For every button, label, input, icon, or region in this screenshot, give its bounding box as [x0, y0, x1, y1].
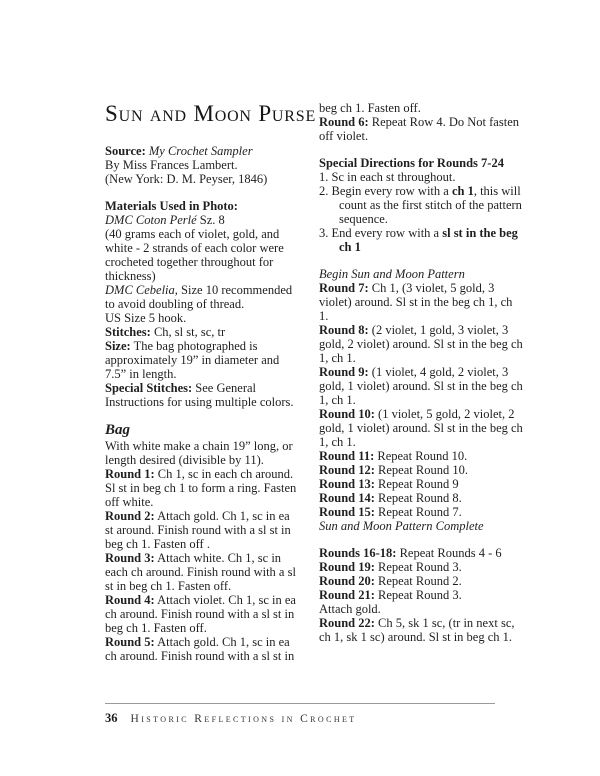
paragraph [319, 574, 524, 588]
text-run: (1 violet, 4 gold, 2 violet, 3 gold, 1 violet) around. Sl st in the beg ch 1, ch 1. [319, 365, 523, 407]
text-run: Round 9: [319, 365, 369, 379]
text-run: Attach gold. [319, 602, 381, 616]
page-title: Sun and Moon Purse [105, 101, 317, 126]
text-run: Ch, sl st, sc, tr [150, 325, 226, 339]
text-run: Repeat Round 10. [374, 463, 468, 477]
text-run: ch 1 [451, 184, 474, 198]
paragraph [319, 365, 524, 407]
paragraph [105, 158, 300, 172]
paragraph [105, 283, 300, 311]
text-run: Repeat Round 9 [374, 477, 459, 491]
text-run: Special Stitches: [105, 381, 193, 395]
text-run: Size 10 recommended to avoid doubling of thread. [105, 283, 293, 311]
text-run: Round 10: [319, 407, 375, 421]
section-heading [105, 422, 300, 439]
text-run: Sz. 8 [196, 213, 225, 227]
text-run: Round 3: [105, 551, 155, 565]
text-run: Round 11: [319, 449, 375, 463]
text-run: 2. Begin every row with a [319, 184, 452, 198]
text-run: Ch 1, (3 violet, 5 gold, 3 violet) around. Sl st in the beg ch 1, ch 1. [319, 281, 513, 323]
text-run: Ch 1, sc in each ch around. Sl st in beg ch 1 to form a ring. Fasten off white. [105, 467, 297, 509]
paragraph [105, 339, 300, 381]
text-run: Stitches: [105, 325, 151, 339]
text-run: DMC Coton Perlé [105, 213, 197, 227]
text-run: Round 12: [319, 463, 375, 477]
text-run: , this will count as the first stitch of the pattern sequence. [339, 184, 522, 226]
text-run: DMC Cebelia, [105, 283, 178, 297]
page-footer [105, 709, 357, 727]
text-run: 1. Sc in each st throughout. [319, 170, 456, 184]
text-run: Attach white. Ch 1, sc in each ch around. Finish round with a sl st in beg ch 1. Fasten off. [105, 551, 296, 593]
text-run: Repeat Round 8. [374, 491, 462, 505]
text-run: Round 22: [319, 616, 375, 630]
left-column [105, 101, 317, 663]
right-column [319, 101, 524, 644]
text-run: US Size 5 hook. [105, 311, 187, 325]
text-run: Attach gold. Ch 1, sc in ea ch around. Finish round with a sl st in [105, 635, 295, 663]
paragraph [319, 115, 524, 143]
paragraph [319, 267, 524, 281]
page-number: 36 [105, 711, 118, 725]
list-item [319, 170, 524, 184]
text-run: Round 5: [105, 635, 155, 649]
footer-rule [105, 703, 495, 704]
paragraph [319, 546, 524, 560]
book-title: Historic Reflections in Crochet [130, 713, 357, 725]
text-run: Bag [105, 422, 131, 438]
paragraph [105, 509, 300, 551]
paragraph [319, 505, 524, 519]
text-run: Repeat Row 4. Do Not fasten off violet. [319, 115, 519, 143]
text-run: Round 6: [319, 115, 369, 129]
paragraph [319, 477, 524, 491]
paragraph [105, 311, 300, 325]
text-run: Round 4: [105, 593, 155, 607]
text-run: Round 8: [319, 323, 369, 337]
paragraph [319, 323, 524, 365]
paragraph [105, 199, 300, 213]
text-run: Size: [105, 339, 131, 353]
text-run: Source: [105, 144, 149, 158]
text-run: Repeat Round 2. [374, 574, 462, 588]
text-run: Round 13: [319, 477, 375, 491]
paragraph [319, 449, 524, 463]
text-run: sl st in the beg ch 1 [339, 226, 518, 254]
text-run: Round 20: [319, 574, 375, 588]
text-run: Begin Sun and Moon Pattern [319, 267, 465, 281]
paragraph [105, 593, 300, 635]
paragraph [319, 602, 524, 616]
paragraph [105, 635, 300, 663]
text-run: Round 19: [319, 560, 375, 574]
text-run: (New York: D. M. Peyser, 1846) [105, 172, 268, 186]
paragraph [319, 407, 524, 449]
paragraph [105, 227, 300, 283]
text-run: By Miss Frances Lambert. [105, 158, 238, 172]
text-run: beg ch 1. Fasten off. [319, 101, 421, 115]
text-run: Attach gold. Ch 1, sc in ea st around. Finish round with a sl st in beg ch 1. Fasten off . [105, 509, 291, 551]
text-run: Round 1: [105, 467, 155, 481]
paragraph [319, 491, 524, 505]
text-run: See General Instructions for using multiple colors. [105, 381, 294, 409]
paragraph [105, 467, 300, 509]
text-run: Round 2: [105, 509, 155, 523]
text-run: (1 violet, 5 gold, 2 violet, 2 gold, 1 violet) around. Sl st in the beg ch 1, ch 1. [319, 407, 523, 449]
paragraph [319, 519, 524, 533]
paragraph [105, 325, 300, 339]
text-run: Round 14: [319, 491, 375, 505]
paragraph [319, 281, 524, 323]
paragraph [105, 144, 300, 158]
paragraph [105, 439, 300, 467]
paragraph [105, 381, 300, 409]
text-run: 3. End every row with a [319, 226, 443, 240]
text-run: Attach violet. Ch 1, sc in ea ch around. Finish round with a sl st in beg ch 1. Fasten off. [105, 593, 296, 635]
text-run: My Crochet Sampler [148, 144, 253, 158]
text-run: Repeat Round 3. [374, 560, 462, 574]
list-item [319, 226, 524, 254]
text-run: With white make a chain 19” long, or length desired (divisible by 11). [105, 439, 293, 467]
paragraph [105, 213, 300, 227]
text-run: Special Directions for Rounds 7-24 [319, 156, 504, 170]
text-run: Materials Used in Photo: [105, 199, 238, 213]
paragraph [319, 616, 524, 644]
text-run: (2 violet, 1 gold, 3 violet, 3 gold, 2 violet) around. Sl st in the beg ch 1, ch 1. [319, 323, 523, 365]
text-run: Ch 5, sk 1 sc, (tr in next sc, ch 1, sk 1 sc) around. Sl st in beg ch 1. [319, 616, 515, 644]
text-run: Round 15: [319, 505, 375, 519]
text-run: Repeat Round 10. [374, 449, 468, 463]
paragraph [319, 560, 524, 574]
paragraph [105, 551, 300, 593]
text-run: The bag photographed is approximately 19” in diameter and 7.5” in length. [105, 339, 280, 381]
list-item [319, 184, 524, 226]
text-run: (40 grams each of violet, gold, and white - 2 strands of each color were crocheted together throughout for thickness) [105, 227, 284, 283]
text-run: Repeat Round 3. [374, 588, 462, 602]
text-run: Round 7: [319, 281, 369, 295]
text-run: Repeat Rounds 4 - 6 [396, 546, 502, 560]
text-run: Round 21: [319, 588, 375, 602]
paragraph [319, 156, 524, 170]
paragraph [319, 588, 524, 602]
paragraph [319, 101, 524, 115]
text-run: Rounds 16-18: [319, 546, 397, 560]
text-run: Repeat Round 7. [374, 505, 462, 519]
text-run: Sun and Moon Pattern Complete [319, 519, 484, 533]
paragraph [105, 172, 300, 186]
paragraph [319, 463, 524, 477]
